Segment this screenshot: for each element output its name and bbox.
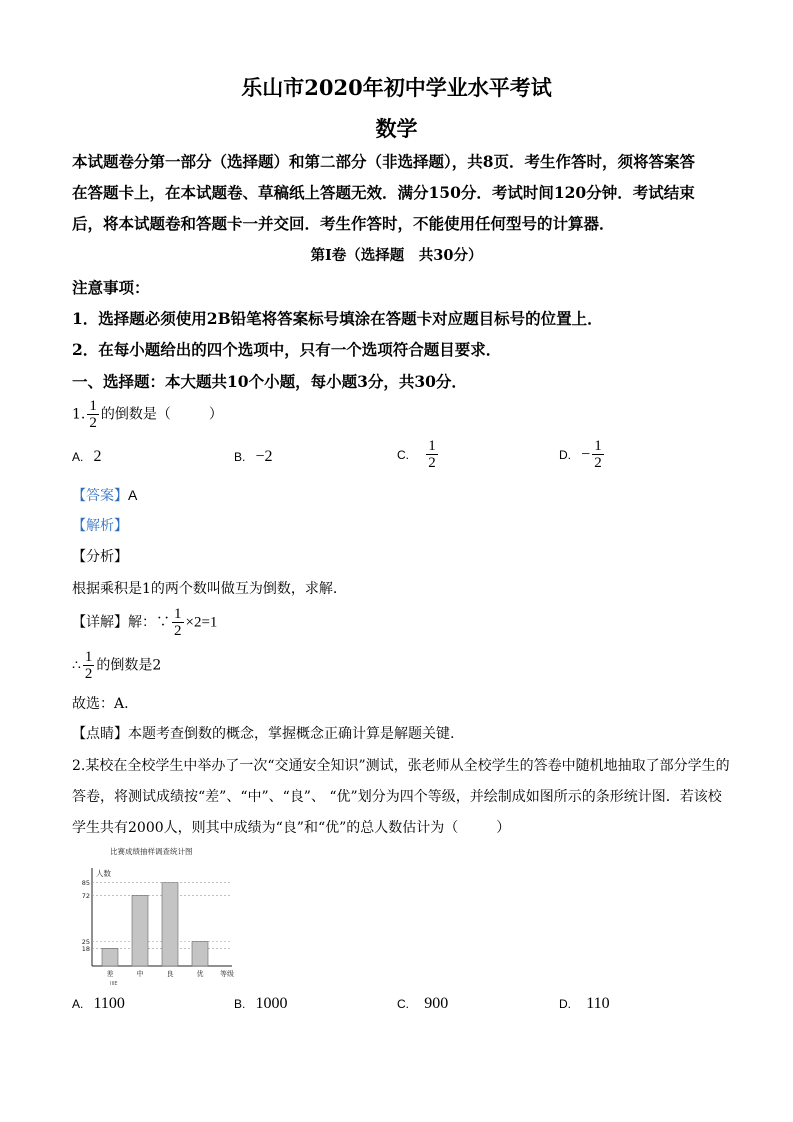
q1-fenxi-text: 根据乘积是1的两个数叫做互为倒数，求解. (72, 581, 338, 597)
q1-fraction: $\frac{1}{2}$ (89, 398, 97, 431)
q1-conclusion: ∴ $\frac{1}{2}$ 的倒数是2 (72, 649, 162, 682)
q1-comment: 【点睛】本题考查倒数的概念，掌握概念正确计算是解题关键. (72, 726, 455, 742)
q1-option-b: B. −2 (234, 448, 273, 465)
y-tick-label: 85 (81, 879, 90, 888)
q1-detail: 【详解】解：∵ $\frac{1}{2}$ ×2=1 (72, 606, 218, 639)
q2-option-a: A. 1100 (72, 995, 125, 1012)
y-tick-label: 18 (81, 944, 90, 953)
q2-option-c: C. 900 (397, 995, 449, 1012)
note-item-1: 1．选择题必须使用2B铅笔将答案标号填涂在答题卡对应题目标号的位置上． (72, 309, 603, 328)
q1-choose: 故选：A. (72, 696, 129, 712)
q2-stem-line-2: 答卷，将测试成绩按“差”、“中”、“良”、 “优”划分为四个等级，并绘制成如图所示的条形统计图．若该校 (72, 789, 722, 805)
subject-title: 数学 (375, 116, 418, 141)
q2-option-b: B. 1000 (234, 995, 288, 1012)
intro-line-3: 后，将本试题卷和答题卡一并交回．考生作答时，不能使用任何型号的计算器． (72, 214, 615, 233)
q1-number: 1. (72, 406, 86, 423)
note-item-2: 2．在每小题给出的四个选项中，只有一个选项符合题目要求． (72, 340, 502, 359)
q1-option-a: A. 2 (72, 448, 102, 465)
q1-option-d: D. − $\frac{1}{2}$ (559, 438, 602, 471)
y-tick-label: 25 (81, 938, 90, 946)
y-tick-label: 72 (81, 891, 90, 900)
q1-option-c: C. $\frac{1}{2}$ (397, 438, 436, 471)
q2-stem-line-3: 学生共有2000人，则其中成绩为“良”和“优”的总人数估计为（ ） (72, 820, 511, 836)
q2-stem-line-1: 2.某校在全校学生中举办了一次“交通安全知识”测试，张老师从全校学生的答卷中随机地抽取了部分学生的 (72, 758, 730, 774)
x-tick-label: 差 (106, 970, 114, 978)
bar-2 (132, 895, 148, 966)
q1-stem: 1. $\frac{1}{2}$ 的倒数是（ ） (72, 398, 223, 431)
chart-x-note: IIIE (110, 981, 118, 987)
chart-title: 比赛成绩抽样调查统计图 (110, 847, 193, 856)
q2-option-d: D. 110 (559, 995, 610, 1012)
q1-fenxi-tag: 【分析】 (72, 549, 128, 565)
bar-4 (192, 942, 208, 967)
exam-title: 乐山市2020年初中学业水平考试 (241, 75, 552, 100)
chart-ylabel: 人数 (96, 869, 111, 878)
x-tick-label: 优 (196, 970, 204, 978)
intro-line-2: 在答题卡上，在本试题卷、草稿纸上答题无效．满分150分．考试时间120分钟．考试结束 (72, 183, 695, 202)
q1-answer: 【答案】A (72, 487, 138, 504)
bar-chart (72, 842, 252, 987)
chart-xlabel: 等级 (220, 970, 234, 978)
bar-3 (162, 883, 178, 966)
part-heading: 第Ⅰ卷（选择题 共30分） (310, 247, 483, 264)
x-tick-label: 良 (166, 970, 174, 978)
x-tick-label: 中 (136, 970, 144, 978)
notes-heading: 注意事项： (72, 278, 150, 297)
q1-analysis-tag: 【解析】 (72, 518, 128, 534)
bar-1 (102, 948, 118, 966)
section-heading: 一、选择题：本大题共10个小题，每小题3分，共30分． (72, 372, 467, 391)
intro-line-1: 本试题卷分第一部分（选择题）和第二部分（非选择题），共8页．考生作答时，须将答案答 (72, 152, 696, 171)
